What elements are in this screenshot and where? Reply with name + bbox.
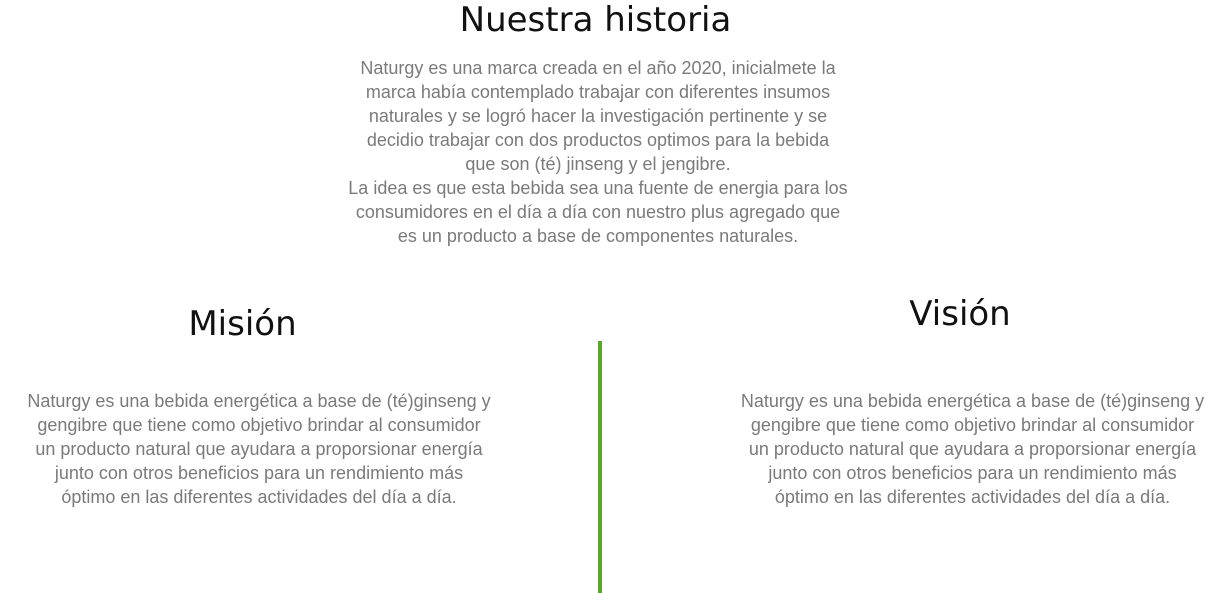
mision-line: Naturgy es una bebida energética a base de (té)ginseng y xyxy=(27,391,491,411)
history-line: que son (té) jinseng y el jengibre. xyxy=(465,154,731,174)
history-title: Nuestra historia xyxy=(459,0,732,40)
history-line: marca había contemplado trabajar con diferentes insumos xyxy=(365,82,831,102)
mision-line: gengibre que tiene como objetivo brindar al consumidor xyxy=(37,415,481,435)
mision-line: óptimo en las diferentes actividades del día a día. xyxy=(61,487,457,507)
history-line: decidio trabajar con dos productos optimos para la bebida xyxy=(366,130,830,150)
vision-line: gengibre que tiene como objetivo brindar al consumidor xyxy=(750,415,1195,435)
history-line: Naturgy es una marca creada en el año 2020, inicialmete la xyxy=(360,58,836,78)
vision-line: óptimo en las diferentes actividades del día a día. xyxy=(774,487,1171,507)
vision-line: un producto natural que ayudara a proporsionar energía xyxy=(748,439,1197,459)
vision-paragraph xyxy=(710,389,1231,509)
history-line: naturales y se logró hacer la investigación pertinente y se xyxy=(368,106,828,126)
mision-line: un producto natural que ayudara a proporsionar energía xyxy=(35,439,483,459)
history-line: es un producto a base de componentes naturales. xyxy=(397,226,799,246)
history-paragraph xyxy=(298,56,898,248)
vision-title: Visión xyxy=(909,294,1011,334)
mision-title: Misión xyxy=(188,304,297,344)
vision-line: Naturgy es una bebida energética a base de (té)ginseng y xyxy=(740,391,1205,411)
vision-line: junto con otros beneficios para un rendimiento más xyxy=(768,463,1177,483)
mision-line: junto con otros beneficios para un rendimiento más xyxy=(54,463,464,483)
section-divider xyxy=(598,341,602,593)
history-line: La idea es que esta bebida sea una fuente de energia para los xyxy=(348,178,848,198)
mision-paragraph xyxy=(0,389,520,509)
history-line: consumidores en el día a día con nuestro plus agregado que xyxy=(355,202,841,222)
